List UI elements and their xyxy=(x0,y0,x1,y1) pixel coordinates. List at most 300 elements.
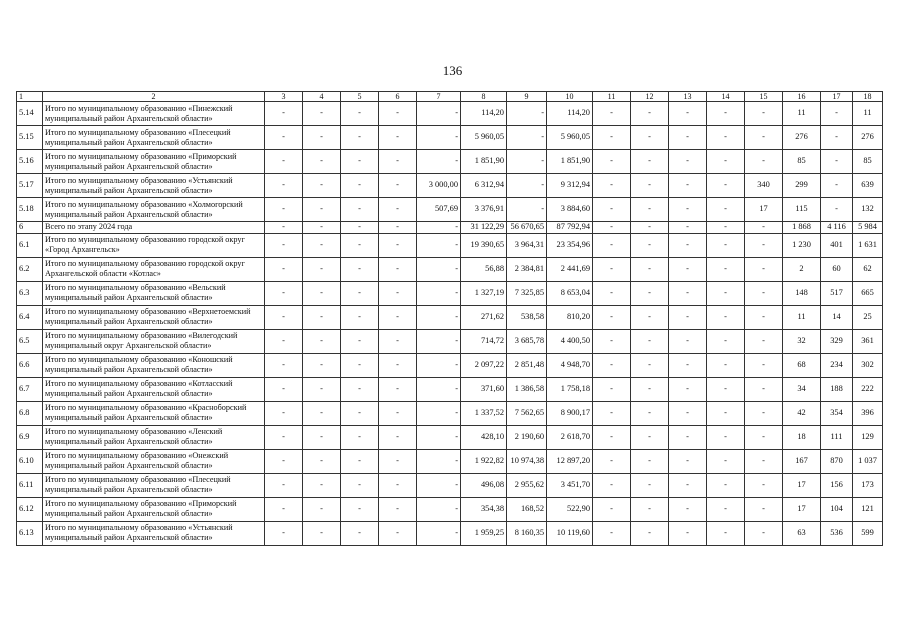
cell-col-5: - xyxy=(341,150,379,174)
cell-col-4: - xyxy=(303,174,341,198)
cell-col-10: 2 618,70 xyxy=(547,425,593,449)
table-row xyxy=(17,425,883,449)
cell-col-17: 329 xyxy=(821,329,853,353)
cell-col-9: 7 562,65 xyxy=(507,401,547,425)
cell-col-8: 496,08 xyxy=(461,473,507,497)
cell-col-8: 1 959,25 xyxy=(461,521,507,545)
row-name: Итого по муниципальному образованию «Онежский муниципальный район Архангельской области» xyxy=(43,449,265,473)
cell-col-3: - xyxy=(265,425,303,449)
cell-col-17: 536 xyxy=(821,521,853,545)
row-name: Итого по муниципальному образованию городской округ Архангельской области «Котлас» xyxy=(43,257,265,281)
cell-col-11: - xyxy=(593,401,631,425)
table-row xyxy=(17,198,883,222)
cell-col-8: 271,62 xyxy=(461,305,507,329)
cell-col-16: 68 xyxy=(783,353,821,377)
cell-col-3: - xyxy=(265,257,303,281)
cell-col-9: - xyxy=(507,150,547,174)
column-number-16: 16 xyxy=(783,92,821,102)
table-row xyxy=(17,521,883,545)
cell-col-11: - xyxy=(593,329,631,353)
cell-col-11: - xyxy=(593,305,631,329)
cell-col-11: - xyxy=(593,377,631,401)
cell-col-14: - xyxy=(707,222,745,234)
cell-col-11: - xyxy=(593,257,631,281)
cell-col-4: - xyxy=(303,281,341,305)
cell-col-15: - xyxy=(745,150,783,174)
cell-col-8: 5 960,05 xyxy=(461,126,507,150)
cell-col-18: 173 xyxy=(853,473,883,497)
cell-col-18: 5 984 xyxy=(853,222,883,234)
cell-col-5: - xyxy=(341,305,379,329)
cell-col-17: - xyxy=(821,102,853,126)
row-code: 6.8 xyxy=(17,401,43,425)
cell-col-15: - xyxy=(745,377,783,401)
cell-col-13: - xyxy=(669,449,707,473)
cell-col-4: - xyxy=(303,425,341,449)
cell-col-7: - xyxy=(417,281,461,305)
cell-col-13: - xyxy=(669,126,707,150)
cell-col-17: - xyxy=(821,150,853,174)
cell-col-17: 517 xyxy=(821,281,853,305)
cell-col-12: - xyxy=(631,174,669,198)
row-code: 6.10 xyxy=(17,449,43,473)
cell-col-6: - xyxy=(379,401,417,425)
table-row xyxy=(17,377,883,401)
cell-col-6: - xyxy=(379,521,417,545)
cell-col-14: - xyxy=(707,174,745,198)
cell-col-10: 522,90 xyxy=(547,497,593,521)
cell-col-6: - xyxy=(379,150,417,174)
cell-col-16: 17 xyxy=(783,497,821,521)
cell-col-3: - xyxy=(265,353,303,377)
cell-col-14: - xyxy=(707,150,745,174)
cell-col-4: - xyxy=(303,233,341,257)
cell-col-10: 3 451,70 xyxy=(547,473,593,497)
cell-col-13: - xyxy=(669,497,707,521)
cell-col-3: - xyxy=(265,305,303,329)
column-number-1: 1 xyxy=(17,92,43,102)
cell-col-18: 25 xyxy=(853,305,883,329)
row-name: Итого по муниципальному образованию «Плесецкий муниципальный район Архангельской области» xyxy=(43,126,265,150)
cell-col-3: - xyxy=(265,233,303,257)
column-number-row xyxy=(17,92,883,102)
cell-col-4: - xyxy=(303,102,341,126)
cell-col-4: - xyxy=(303,377,341,401)
cell-col-12: - xyxy=(631,329,669,353)
cell-col-7: - xyxy=(417,329,461,353)
cell-col-12: - xyxy=(631,377,669,401)
cell-col-16: 63 xyxy=(783,521,821,545)
row-code: 5.17 xyxy=(17,174,43,198)
cell-col-12: - xyxy=(631,425,669,449)
cell-col-5: - xyxy=(341,329,379,353)
table-row xyxy=(17,102,883,126)
cell-col-6: - xyxy=(379,305,417,329)
column-number-11: 11 xyxy=(593,92,631,102)
cell-col-13: - xyxy=(669,377,707,401)
cell-col-13: - xyxy=(669,174,707,198)
cell-col-16: 85 xyxy=(783,150,821,174)
cell-col-9: 8 160,35 xyxy=(507,521,547,545)
cell-col-9: - xyxy=(507,198,547,222)
table-row xyxy=(17,353,883,377)
cell-col-3: - xyxy=(265,281,303,305)
cell-col-7: - xyxy=(417,353,461,377)
cell-col-18: 85 xyxy=(853,150,883,174)
cell-col-6: - xyxy=(379,257,417,281)
row-code: 5.18 xyxy=(17,198,43,222)
cell-col-16: 1 230 xyxy=(783,233,821,257)
cell-col-17: - xyxy=(821,174,853,198)
row-code: 6.2 xyxy=(17,257,43,281)
cell-col-5: - xyxy=(341,377,379,401)
cell-col-4: - xyxy=(303,222,341,234)
page-number: 136 xyxy=(442,63,463,78)
cell-col-18: 11 xyxy=(853,102,883,126)
cell-col-13: - xyxy=(669,102,707,126)
table-row xyxy=(17,401,883,425)
cell-col-9: 1 386,58 xyxy=(507,377,547,401)
cell-col-12: - xyxy=(631,222,669,234)
cell-col-3: - xyxy=(265,497,303,521)
table-row xyxy=(17,174,883,198)
row-code: 6.1 xyxy=(17,233,43,257)
cell-col-10: 87 792,94 xyxy=(547,222,593,234)
cell-col-15: - xyxy=(745,222,783,234)
column-number-13: 13 xyxy=(669,92,707,102)
column-number-18: 18 xyxy=(853,92,883,102)
cell-col-11: - xyxy=(593,174,631,198)
cell-col-8: 371,60 xyxy=(461,377,507,401)
cell-col-17: 354 xyxy=(821,401,853,425)
cell-col-16: 17 xyxy=(783,473,821,497)
cell-col-15: 17 xyxy=(745,198,783,222)
cell-col-7: 3 000,00 xyxy=(417,174,461,198)
cell-col-11: - xyxy=(593,473,631,497)
cell-col-6: - xyxy=(379,198,417,222)
column-number-17: 17 xyxy=(821,92,853,102)
cell-col-11: - xyxy=(593,353,631,377)
row-code: 6.13 xyxy=(17,521,43,545)
column-number-3: 3 xyxy=(265,92,303,102)
cell-col-5: - xyxy=(341,257,379,281)
cell-col-17: 60 xyxy=(821,257,853,281)
cell-col-11: - xyxy=(593,233,631,257)
cell-col-6: - xyxy=(379,473,417,497)
cell-col-14: - xyxy=(707,377,745,401)
cell-col-4: - xyxy=(303,497,341,521)
cell-col-7: - xyxy=(417,150,461,174)
cell-col-4: - xyxy=(303,305,341,329)
cell-col-10: 10 119,60 xyxy=(547,521,593,545)
row-name: Итого по муниципальному образованию «Коношский муниципальный район Архангельской области» xyxy=(43,353,265,377)
cell-col-13: - xyxy=(669,305,707,329)
cell-col-11: - xyxy=(593,281,631,305)
column-number-6: 6 xyxy=(379,92,417,102)
cell-col-8: 1 327,19 xyxy=(461,281,507,305)
cell-col-14: - xyxy=(707,281,745,305)
cell-col-4: - xyxy=(303,257,341,281)
cell-col-3: - xyxy=(265,126,303,150)
row-name: Итого по муниципальному образованию «Верхнетоемский муниципальный район Архангельской области» xyxy=(43,305,265,329)
cell-col-10: 8 653,04 xyxy=(547,281,593,305)
column-number-2: 2 xyxy=(43,92,265,102)
cell-col-16: 11 xyxy=(783,102,821,126)
cell-col-9: 3 964,31 xyxy=(507,233,547,257)
cell-col-16: 167 xyxy=(783,449,821,473)
table-row xyxy=(17,473,883,497)
cell-col-5: - xyxy=(341,281,379,305)
cell-col-14: - xyxy=(707,473,745,497)
cell-col-9: 2 851,48 xyxy=(507,353,547,377)
cell-col-11: - xyxy=(593,449,631,473)
cell-col-4: - xyxy=(303,150,341,174)
cell-col-9: 7 325,85 xyxy=(507,281,547,305)
cell-col-7: - xyxy=(417,449,461,473)
table-row xyxy=(17,329,883,353)
cell-col-18: 639 xyxy=(853,174,883,198)
cell-col-17: - xyxy=(821,198,853,222)
cell-col-17: 234 xyxy=(821,353,853,377)
cell-col-10: 4 948,70 xyxy=(547,353,593,377)
cell-col-9: 2 190,60 xyxy=(507,425,547,449)
cell-col-14: - xyxy=(707,329,745,353)
row-code: 6.4 xyxy=(17,305,43,329)
cell-col-9: 10 974,38 xyxy=(507,449,547,473)
cell-col-7: 507,69 xyxy=(417,198,461,222)
cell-col-5: - xyxy=(341,126,379,150)
cell-col-9: - xyxy=(507,126,547,150)
cell-col-15: - xyxy=(745,473,783,497)
cell-col-18: 1 037 xyxy=(853,449,883,473)
cell-col-14: - xyxy=(707,521,745,545)
cell-col-3: - xyxy=(265,198,303,222)
table-row xyxy=(17,257,883,281)
cell-col-15: - xyxy=(745,401,783,425)
cell-col-6: - xyxy=(379,329,417,353)
cell-col-12: - xyxy=(631,305,669,329)
cell-col-10: 810,20 xyxy=(547,305,593,329)
data-table xyxy=(16,91,883,546)
cell-col-7: - xyxy=(417,497,461,521)
cell-col-6: - xyxy=(379,377,417,401)
column-number-15: 15 xyxy=(745,92,783,102)
cell-col-16: 32 xyxy=(783,329,821,353)
row-name: Всего по этапу 2024 года xyxy=(43,222,265,234)
cell-col-13: - xyxy=(669,329,707,353)
cell-col-6: - xyxy=(379,174,417,198)
cell-col-14: - xyxy=(707,257,745,281)
cell-col-14: - xyxy=(707,198,745,222)
cell-col-17: 401 xyxy=(821,233,853,257)
cell-col-18: 361 xyxy=(853,329,883,353)
cell-col-18: 121 xyxy=(853,497,883,521)
cell-col-15: - xyxy=(745,233,783,257)
cell-col-13: - xyxy=(669,222,707,234)
cell-col-12: - xyxy=(631,473,669,497)
cell-col-13: - xyxy=(669,257,707,281)
cell-col-12: - xyxy=(631,449,669,473)
cell-col-6: - xyxy=(379,449,417,473)
row-code: 6.9 xyxy=(17,425,43,449)
cell-col-14: - xyxy=(707,497,745,521)
cell-col-17: - xyxy=(821,126,853,150)
cell-col-18: 665 xyxy=(853,281,883,305)
cell-col-14: - xyxy=(707,305,745,329)
cell-col-3: - xyxy=(265,377,303,401)
cell-col-8: 1 922,82 xyxy=(461,449,507,473)
cell-col-14: - xyxy=(707,401,745,425)
cell-col-17: 156 xyxy=(821,473,853,497)
cell-col-5: - xyxy=(341,497,379,521)
cell-col-5: - xyxy=(341,174,379,198)
cell-col-14: - xyxy=(707,102,745,126)
cell-col-8: 114,20 xyxy=(461,102,507,126)
table-row xyxy=(17,449,883,473)
cell-col-16: 276 xyxy=(783,126,821,150)
cell-col-15: - xyxy=(745,126,783,150)
cell-col-13: - xyxy=(669,473,707,497)
cell-col-9: 56 670,65 xyxy=(507,222,547,234)
cell-col-8: 3 376,91 xyxy=(461,198,507,222)
cell-col-4: - xyxy=(303,126,341,150)
cell-col-9: 3 685,78 xyxy=(507,329,547,353)
cell-col-16: 1 868 xyxy=(783,222,821,234)
cell-col-13: - xyxy=(669,198,707,222)
row-code: 5.16 xyxy=(17,150,43,174)
cell-col-12: - xyxy=(631,198,669,222)
cell-col-6: - xyxy=(379,425,417,449)
cell-col-10: 5 960,05 xyxy=(547,126,593,150)
row-code: 6.5 xyxy=(17,329,43,353)
cell-col-10: 1 851,90 xyxy=(547,150,593,174)
cell-col-13: - xyxy=(669,233,707,257)
row-code: 6 xyxy=(17,222,43,234)
cell-col-7: - xyxy=(417,473,461,497)
cell-col-17: 870 xyxy=(821,449,853,473)
cell-col-9: - xyxy=(507,102,547,126)
cell-col-12: - xyxy=(631,233,669,257)
cell-col-12: - xyxy=(631,257,669,281)
column-number-8: 8 xyxy=(461,92,507,102)
cell-col-4: - xyxy=(303,353,341,377)
cell-col-16: 42 xyxy=(783,401,821,425)
cell-col-14: - xyxy=(707,449,745,473)
cell-col-6: - xyxy=(379,497,417,521)
row-name: Итого по муниципальному образованию городской округ «Город Архангельск» xyxy=(43,233,265,257)
cell-col-14: - xyxy=(707,425,745,449)
cell-col-8: 714,72 xyxy=(461,329,507,353)
cell-col-15: - xyxy=(745,521,783,545)
cell-col-5: - xyxy=(341,233,379,257)
cell-col-7: - xyxy=(417,257,461,281)
cell-col-6: - xyxy=(379,233,417,257)
cell-col-10: 3 884,60 xyxy=(547,198,593,222)
cell-col-5: - xyxy=(341,401,379,425)
cell-col-3: - xyxy=(265,329,303,353)
cell-col-16: 11 xyxy=(783,305,821,329)
cell-col-15: - xyxy=(745,449,783,473)
cell-col-16: 18 xyxy=(783,425,821,449)
row-code: 6.3 xyxy=(17,281,43,305)
cell-col-12: - xyxy=(631,353,669,377)
cell-col-5: - xyxy=(341,473,379,497)
cell-col-3: - xyxy=(265,150,303,174)
cell-col-3: - xyxy=(265,174,303,198)
cell-col-3: - xyxy=(265,449,303,473)
row-name: Итого по муниципальному образованию «Холмогорский муниципальный район Архангельской области» xyxy=(43,198,265,222)
cell-col-11: - xyxy=(593,222,631,234)
cell-col-16: 115 xyxy=(783,198,821,222)
cell-col-15: 340 xyxy=(745,174,783,198)
column-number-12: 12 xyxy=(631,92,669,102)
cell-col-15: - xyxy=(745,102,783,126)
cell-col-12: - xyxy=(631,126,669,150)
row-code: 6.11 xyxy=(17,473,43,497)
table-row xyxy=(17,305,883,329)
row-name: Итого по муниципальному образованию «Устьянский муниципальный район Архангельской области» xyxy=(43,174,265,198)
cell-col-3: - xyxy=(265,473,303,497)
row-name: Итого по муниципальному образованию «Приморский муниципальный район Архангельской области» xyxy=(43,150,265,174)
cell-col-13: - xyxy=(669,281,707,305)
cell-col-18: 396 xyxy=(853,401,883,425)
cell-col-4: - xyxy=(303,401,341,425)
cell-col-6: - xyxy=(379,126,417,150)
cell-col-16: 2 xyxy=(783,257,821,281)
cell-col-3: - xyxy=(265,521,303,545)
cell-col-17: 188 xyxy=(821,377,853,401)
row-code: 6.6 xyxy=(17,353,43,377)
cell-col-8: 428,10 xyxy=(461,425,507,449)
cell-col-5: - xyxy=(341,198,379,222)
cell-col-10: 8 900,17 xyxy=(547,401,593,425)
cell-col-7: - xyxy=(417,521,461,545)
cell-col-6: - xyxy=(379,222,417,234)
row-code: 6.12 xyxy=(17,497,43,521)
cell-col-9: 2 955,62 xyxy=(507,473,547,497)
row-name: Итого по муниципальному образованию «Приморский муниципальный район Архангельской области» xyxy=(43,497,265,521)
cell-col-10: 2 441,69 xyxy=(547,257,593,281)
row-name: Итого по муниципальному образованию «Котласский муниципальный район Архангельской области» xyxy=(43,377,265,401)
cell-col-18: 1 631 xyxy=(853,233,883,257)
cell-col-10: 114,20 xyxy=(547,102,593,126)
cell-col-8: 6 312,94 xyxy=(461,174,507,198)
cell-col-4: - xyxy=(303,449,341,473)
cell-col-11: - xyxy=(593,521,631,545)
cell-col-4: - xyxy=(303,198,341,222)
row-code: 5.14 xyxy=(17,102,43,126)
cell-col-17: 111 xyxy=(821,425,853,449)
cell-col-15: - xyxy=(745,257,783,281)
cell-col-12: - xyxy=(631,281,669,305)
cell-col-3: - xyxy=(265,102,303,126)
cell-col-17: 104 xyxy=(821,497,853,521)
cell-col-11: - xyxy=(593,497,631,521)
cell-col-12: - xyxy=(631,150,669,174)
row-name: Итого по муниципальному образованию «Пинежский муниципальный район Архангельской области» xyxy=(43,102,265,126)
cell-col-6: - xyxy=(379,281,417,305)
cell-col-12: - xyxy=(631,401,669,425)
table-row xyxy=(17,281,883,305)
cell-col-7: - xyxy=(417,305,461,329)
cell-col-8: 2 097,22 xyxy=(461,353,507,377)
cell-col-8: 56,88 xyxy=(461,257,507,281)
cell-col-10: 9 312,94 xyxy=(547,174,593,198)
cell-col-4: - xyxy=(303,521,341,545)
cell-col-14: - xyxy=(707,353,745,377)
cell-col-13: - xyxy=(669,425,707,449)
column-number-4: 4 xyxy=(303,92,341,102)
